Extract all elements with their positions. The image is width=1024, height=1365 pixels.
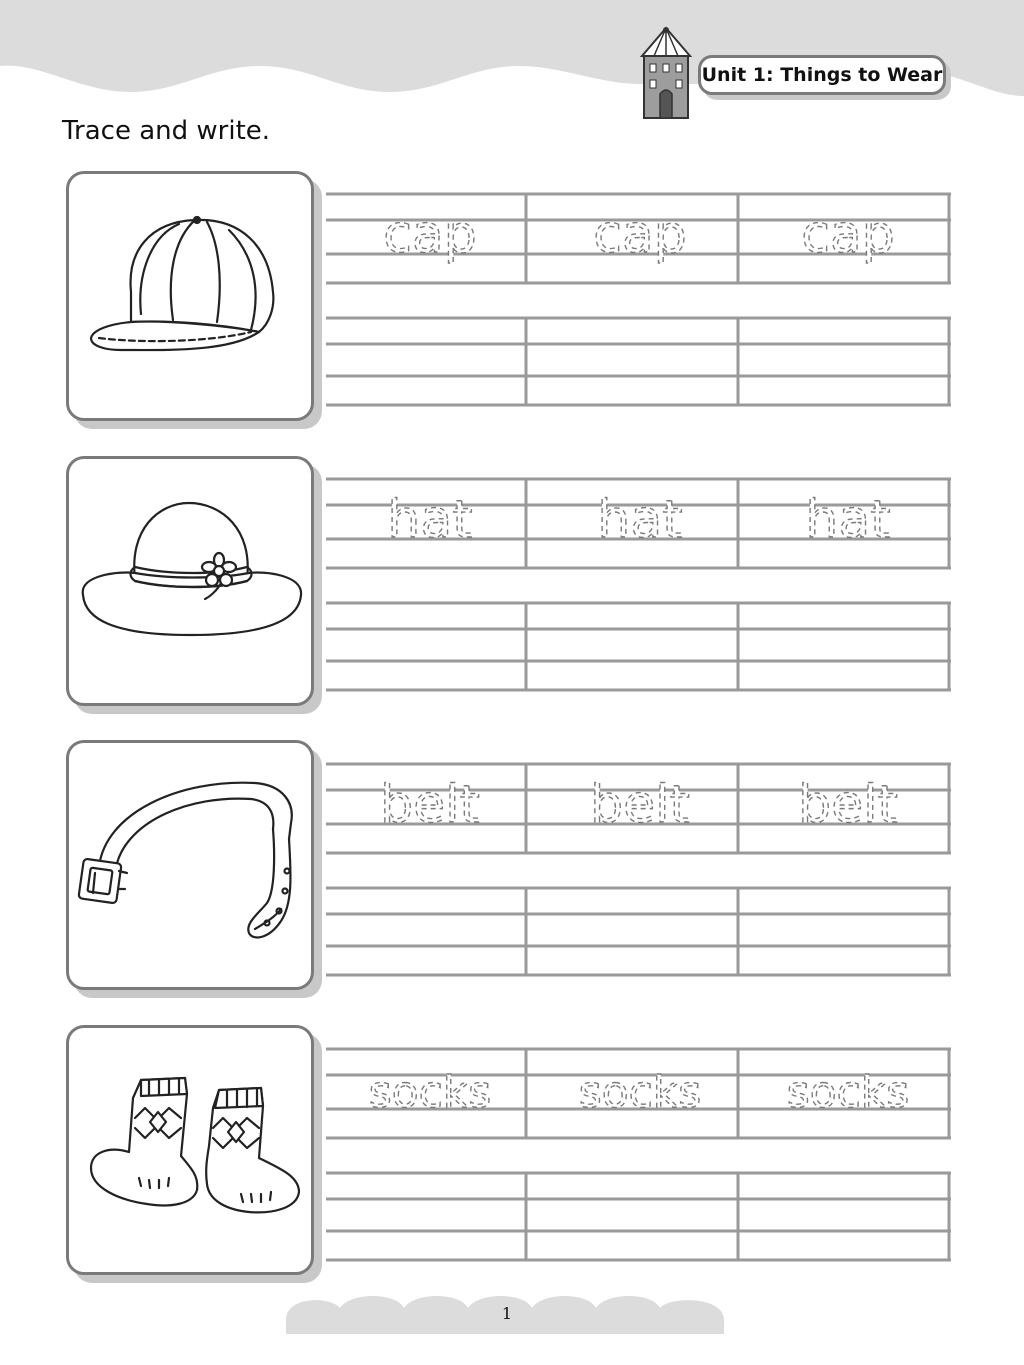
trace-word-belt: belt [590,775,690,835]
belt-illustration [69,743,311,987]
hat-illustration [69,459,311,703]
trace-word-hat: hat [387,490,473,550]
hat-writing-lines [326,601,951,693]
trace-word-socks: socks [786,1067,910,1118]
cap-picture-card [66,171,314,421]
unit-title: Unit 1: Things to Wear [701,64,943,86]
belt-writing-lines [326,886,951,978]
trace-word-cap: cap [383,205,477,265]
hat-picture-card [66,456,314,706]
belt-picture-card [66,740,314,990]
trace-word-cap: cap [593,205,687,265]
unit-title-tab [698,55,946,95]
socks-picture-card [66,1025,314,1275]
trace-word-hat: hat [805,490,891,550]
trace-word-belt: belt [798,775,898,835]
trace-word-socks: socks [368,1067,492,1118]
cap-writing-lines [326,316,951,408]
trace-word-belt: belt [380,775,480,835]
instruction-text: Trace and write. [62,116,271,146]
page-number: 1 [501,1304,513,1323]
socks-illustration [69,1028,311,1272]
trace-word-socks: socks [578,1067,702,1118]
trace-word-cap: cap [801,205,895,265]
trace-word-hat: hat [597,490,683,550]
cap-illustration [69,174,311,418]
socks-writing-lines [326,1171,951,1263]
